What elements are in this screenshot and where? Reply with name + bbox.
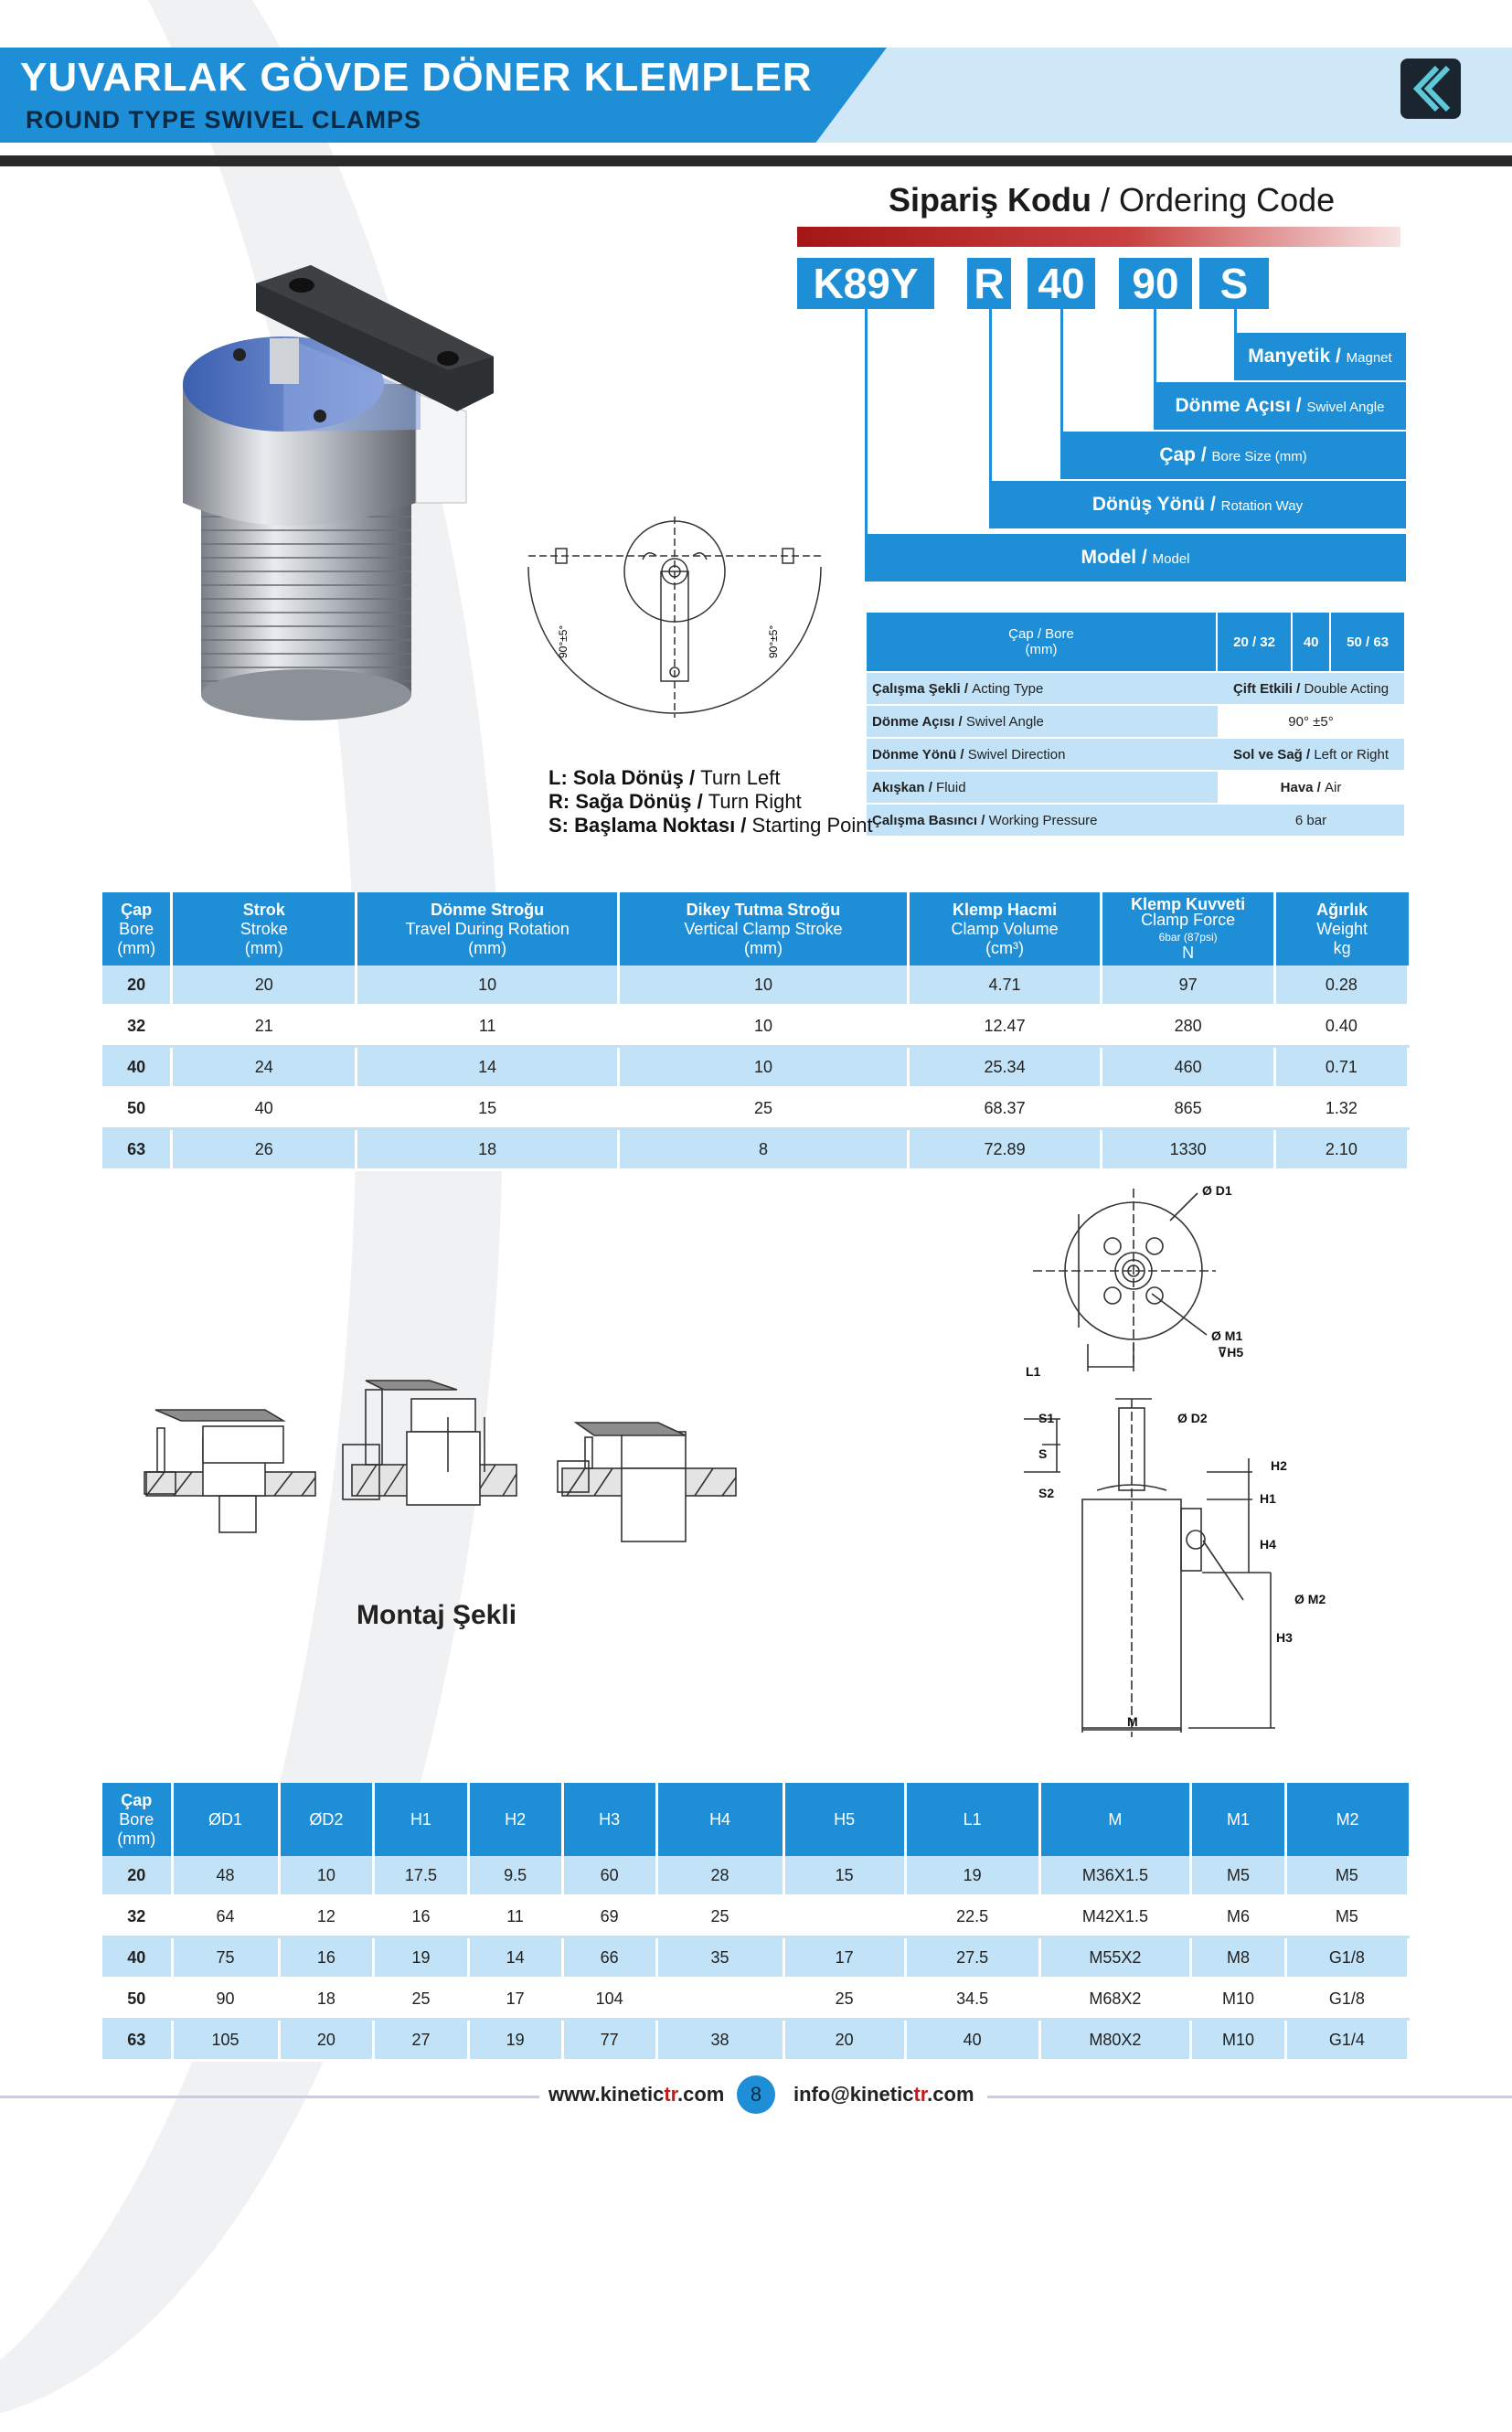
t2-cell-bore: 20 bbox=[102, 1856, 172, 1896]
t1-header-travel bbox=[357, 892, 619, 965]
t1-cell: 865 bbox=[1102, 1088, 1274, 1129]
t2-cell: 20 bbox=[279, 2020, 374, 2061]
t2-cell-bore: 40 bbox=[102, 1937, 172, 1979]
t2-cell bbox=[656, 1979, 783, 2020]
spec-label-en: Swivel Direction bbox=[967, 746, 1066, 763]
t2-cell: 17 bbox=[783, 1937, 905, 1979]
legend-rotation-tr: Dönüş Yönü / bbox=[1091, 494, 1221, 515]
legend-rotation-en: Rotation Way bbox=[1220, 498, 1304, 514]
legend-swivel-angle bbox=[1154, 382, 1406, 430]
footer-email[interactable] bbox=[793, 2083, 974, 2107]
spec-label-tr: Çalışma Şekli / bbox=[872, 680, 973, 697]
connector-bore bbox=[1060, 309, 1063, 433]
t2-cell: 105 bbox=[172, 2020, 279, 2061]
note-left-key: L: Sola Dönüş / bbox=[548, 766, 701, 789]
note-left-text: Turn Left bbox=[700, 766, 781, 789]
t2-header: H5 bbox=[783, 1783, 905, 1856]
legend-model-tr: Model / bbox=[1081, 547, 1153, 568]
t2-cell-bore: 63 bbox=[102, 2020, 172, 2061]
code-model: K89Y bbox=[797, 258, 934, 309]
legend-angle-tr: Dönme Açısı / bbox=[1175, 395, 1307, 416]
connector-rotation bbox=[989, 309, 992, 483]
t2-header: ØD2 bbox=[279, 1783, 374, 1856]
connector-magnet bbox=[1234, 309, 1237, 335]
spec-value bbox=[1217, 804, 1404, 837]
t2-cell-bore: 32 bbox=[102, 1896, 172, 1937]
spec-col-2: 40 bbox=[1292, 613, 1330, 672]
spec-value bbox=[1217, 672, 1404, 705]
spec-col-3: 50 / 63 bbox=[1330, 613, 1404, 672]
t1-header-bore bbox=[102, 892, 172, 965]
t2-cell: 77 bbox=[562, 2020, 656, 2061]
t2-cell: 19 bbox=[905, 1856, 1039, 1896]
spec-value-en: 90° ±5° bbox=[1288, 713, 1334, 730]
footer-line-left bbox=[0, 2096, 539, 2098]
t2-cell: M55X2 bbox=[1039, 1937, 1191, 1979]
spec-value bbox=[1217, 738, 1404, 771]
t2-header: H2 bbox=[468, 1783, 562, 1856]
label-s: S bbox=[1038, 1446, 1048, 1461]
t1-cell: 26 bbox=[172, 1129, 357, 1170]
spec-header-en: Bore bbox=[1045, 626, 1074, 642]
legend-rotation-way bbox=[989, 481, 1406, 528]
label-d1: Ø D1 bbox=[1202, 1183, 1232, 1198]
t1-cell-bore: 32 bbox=[102, 1006, 172, 1047]
spec-value-tr: Hava / bbox=[1280, 779, 1326, 795]
spec-value bbox=[1217, 771, 1404, 804]
table-row bbox=[102, 1006, 1409, 1047]
footer-mail-a: info@kinetic bbox=[793, 2083, 914, 2106]
t2-cell: 38 bbox=[656, 2020, 783, 2061]
t1-h-unit: (mm) bbox=[743, 938, 783, 957]
t2-cell: M8 bbox=[1191, 1937, 1285, 1979]
t2-cell: 25 bbox=[783, 1979, 905, 2020]
code-magnet: S bbox=[1199, 258, 1269, 309]
t2-cell: 10 bbox=[279, 1856, 374, 1896]
label-m1: Ø M1 bbox=[1211, 1328, 1243, 1343]
t1-header-stroke bbox=[172, 892, 357, 965]
t2-cell: 66 bbox=[562, 1937, 656, 1979]
t1-h-unit: kg bbox=[1333, 938, 1351, 957]
t1-h-en: Vertical Clamp Stroke bbox=[684, 919, 843, 938]
t1-header-force bbox=[1102, 892, 1274, 965]
brand-logo bbox=[1400, 59, 1461, 119]
spec-header-tr: Çap / bbox=[1008, 626, 1046, 642]
t2-header-bore bbox=[102, 1783, 172, 1856]
t2-cell: 25 bbox=[656, 1896, 783, 1937]
ordering-code-bar bbox=[797, 227, 1400, 247]
spec-value-en: Left or Right bbox=[1314, 746, 1390, 763]
page-subtitle: ROUND TYPE SWIVEL CLAMPS bbox=[26, 106, 422, 133]
footer-mail-b: tr bbox=[913, 2083, 928, 2106]
footer-line-right bbox=[987, 2096, 1512, 2098]
t1-h-tr: Çap bbox=[121, 900, 153, 919]
t2-h-tr: Çap bbox=[121, 1790, 153, 1809]
t2-header: H4 bbox=[656, 1783, 783, 1856]
legend-model bbox=[865, 534, 1406, 581]
spec-label-en: Acting Type bbox=[972, 680, 1044, 697]
t1-h-en: Bore bbox=[119, 919, 154, 938]
t2-cell: M10 bbox=[1191, 2020, 1285, 2061]
t1-h-tr: Strok bbox=[242, 900, 285, 919]
t1-cell: 460 bbox=[1102, 1047, 1274, 1088]
connector-model bbox=[865, 309, 868, 536]
t1-cell: 0.71 bbox=[1274, 1047, 1408, 1088]
t2-cell: 11 bbox=[468, 1896, 562, 1937]
t2-header: M2 bbox=[1285, 1783, 1408, 1856]
t2-cell: 17.5 bbox=[374, 1856, 468, 1896]
t2-cell bbox=[783, 1896, 905, 1937]
t1-cell: 68.37 bbox=[908, 1088, 1102, 1129]
legend-magnet-tr: Manyetik / bbox=[1248, 346, 1347, 367]
t1-h-pressure: 6bar (87psi) bbox=[1158, 931, 1218, 944]
t2-cell: 22.5 bbox=[905, 1896, 1039, 1937]
t1-cell: 14 bbox=[357, 1047, 619, 1088]
table-row bbox=[102, 965, 1409, 1006]
footer-web-b: tr bbox=[664, 2083, 678, 2106]
t1-cell: 10 bbox=[619, 1006, 909, 1047]
table-row bbox=[102, 1129, 1409, 1170]
t2-cell: 27.5 bbox=[905, 1937, 1039, 1979]
t2-cell: 19 bbox=[468, 2020, 562, 2061]
t1-h-tr: Klemp Kuvveti bbox=[1131, 895, 1246, 913]
t2-cell: 64 bbox=[172, 1896, 279, 1937]
footer-web-c: .com bbox=[677, 2083, 725, 2106]
spec-label-tr: Akışkan / bbox=[872, 779, 937, 795]
table-row bbox=[102, 1047, 1409, 1088]
t1-h-en: Travel During Rotation bbox=[405, 919, 570, 938]
spec-label-en: Working Pressure bbox=[988, 812, 1098, 828]
t2-cell: 69 bbox=[562, 1896, 656, 1937]
page-title: YUVARLAK GÖVDE DÖNER KLEMPLER bbox=[20, 55, 813, 100]
t1-cell: 15 bbox=[357, 1088, 619, 1129]
dimensions-table bbox=[102, 1783, 1410, 2062]
rotation-notes bbox=[548, 766, 873, 837]
t1-cell: 0.40 bbox=[1274, 1006, 1408, 1047]
t2-header: M1 bbox=[1191, 1783, 1285, 1856]
spec-value-en: Double Acting bbox=[1304, 680, 1390, 697]
t2-cell: 12 bbox=[279, 1896, 374, 1937]
t1-cell: 25 bbox=[619, 1088, 909, 1129]
t1-cell: 97 bbox=[1102, 965, 1274, 1006]
t2-cell: 34.5 bbox=[905, 1979, 1039, 2020]
t2-cell: 9.5 bbox=[468, 1856, 562, 1896]
t2-cell: M42X1.5 bbox=[1039, 1896, 1191, 1937]
spec-header-label bbox=[867, 613, 1217, 672]
t1-h-en: Clamp Volume bbox=[951, 919, 1059, 938]
ordering-code-title bbox=[889, 181, 1335, 219]
spec-label bbox=[867, 738, 1217, 771]
spec-label-en: Fluid bbox=[936, 779, 966, 795]
t2-header: H1 bbox=[374, 1783, 468, 1856]
spec-value-tr: Çift Etkili / bbox=[1232, 680, 1304, 697]
note-start bbox=[548, 814, 873, 837]
t1-cell: 10 bbox=[619, 1047, 909, 1088]
t1-h-tr: Ağırlık bbox=[1316, 900, 1368, 919]
note-right-key: R: Sağa Dönüş / bbox=[548, 790, 708, 813]
spec-label-tr: Dönme Yönü / bbox=[872, 746, 968, 763]
t2-cell: 40 bbox=[905, 2020, 1039, 2061]
t2-cell: 18 bbox=[279, 1979, 374, 2020]
legend-bore-en: Bore Size (mm) bbox=[1211, 449, 1307, 464]
t2-cell: 27 bbox=[374, 2020, 468, 2061]
t1-cell-bore: 50 bbox=[102, 1088, 172, 1129]
t1-cell: 20 bbox=[172, 965, 357, 1006]
t1-header-vertical bbox=[619, 892, 909, 965]
t2-cell: 35 bbox=[656, 1937, 783, 1979]
t2-cell: M5 bbox=[1191, 1856, 1285, 1896]
t1-h-tr: Dönme Stroğu bbox=[431, 900, 545, 919]
t1-cell: 72.89 bbox=[908, 1129, 1102, 1170]
t2-cell: 16 bbox=[374, 1896, 468, 1937]
t2-cell: 19 bbox=[374, 1937, 468, 1979]
product-image bbox=[174, 256, 521, 731]
angle-left-label: 90°±5° bbox=[557, 624, 570, 658]
swivel-angle-diagram bbox=[519, 512, 830, 722]
t1-h-en: Stroke bbox=[240, 919, 288, 938]
header-divider bbox=[0, 155, 1512, 166]
label-m: M bbox=[1127, 1714, 1138, 1729]
t2-cell: 104 bbox=[562, 1979, 656, 2020]
dimension-drawings bbox=[1006, 1179, 1371, 1746]
t1-cell: 10 bbox=[619, 965, 909, 1006]
t2-cell: 48 bbox=[172, 1856, 279, 1896]
legend-bore-size bbox=[1060, 432, 1406, 479]
spec-label bbox=[867, 672, 1217, 705]
t2-cell: 16 bbox=[279, 1937, 374, 1979]
t1-cell: 18 bbox=[357, 1129, 619, 1170]
mounting-drawings bbox=[137, 1362, 759, 1573]
t2-cell: 75 bbox=[172, 1937, 279, 1979]
performance-table bbox=[102, 892, 1410, 1171]
t2-h-unit: (mm) bbox=[117, 1829, 156, 1848]
t1-cell: 24 bbox=[172, 1047, 357, 1088]
t2-header: ØD1 bbox=[172, 1783, 279, 1856]
label-s2: S2 bbox=[1038, 1486, 1055, 1500]
table-row bbox=[102, 2020, 1409, 2061]
spec-value-tr: Sol ve Sağ / bbox=[1232, 746, 1315, 763]
label-h4: H4 bbox=[1260, 1537, 1276, 1552]
connector-angle bbox=[1154, 309, 1156, 384]
note-start-text: Starting Point bbox=[751, 814, 873, 837]
t1-cell: 1.32 bbox=[1274, 1088, 1408, 1129]
spec-header-unit: (mm) bbox=[1025, 642, 1058, 657]
t2-cell: M5 bbox=[1285, 1896, 1408, 1937]
code-angle: 90 bbox=[1119, 258, 1192, 309]
ordering-title-en: Ordering Code bbox=[1119, 181, 1336, 219]
mounting-title: Montaj Şekli bbox=[357, 1600, 517, 1630]
legend-model-en: Model bbox=[1152, 551, 1190, 567]
t2-header: H3 bbox=[562, 1783, 656, 1856]
t2-cell: M68X2 bbox=[1039, 1979, 1191, 2020]
t1-cell: 25.34 bbox=[908, 1047, 1102, 1088]
table-row bbox=[102, 1088, 1409, 1129]
t1-cell: 0.28 bbox=[1274, 965, 1408, 1006]
t2-cell: 20 bbox=[783, 2020, 905, 2061]
ordering-title-tr: Sipariş Kodu bbox=[889, 181, 1092, 219]
code-rotation: R bbox=[967, 258, 1011, 309]
t2-cell: G1/8 bbox=[1285, 1979, 1408, 2020]
label-h2: H2 bbox=[1271, 1458, 1287, 1473]
label-d2: Ø D2 bbox=[1177, 1411, 1208, 1425]
t1-h-tr: Klemp Hacmi bbox=[953, 900, 1058, 919]
t1-h-tr: Dikey Tutma Stroğu bbox=[686, 900, 841, 919]
table-row bbox=[102, 1896, 1409, 1937]
t1-header-weight bbox=[1274, 892, 1408, 965]
t1-h-unit: (mm) bbox=[468, 938, 507, 957]
t2-cell: M6 bbox=[1191, 1896, 1285, 1937]
t1-cell: 4.71 bbox=[908, 965, 1102, 1006]
t2-cell: M10 bbox=[1191, 1979, 1285, 2020]
t1-cell: 280 bbox=[1102, 1006, 1274, 1047]
label-h1: H1 bbox=[1260, 1491, 1276, 1506]
note-start-key: S: Başlama Noktası / bbox=[548, 814, 752, 837]
t2-cell: 15 bbox=[783, 1856, 905, 1896]
t2-h-en: Bore bbox=[119, 1809, 154, 1829]
spec-col-1: 20 / 32 bbox=[1217, 613, 1292, 672]
spec-label bbox=[867, 804, 1217, 837]
t1-cell: 21 bbox=[172, 1006, 357, 1047]
t2-cell: G1/4 bbox=[1285, 2020, 1408, 2061]
legend-magnet bbox=[1234, 333, 1406, 380]
t2-cell: G1/8 bbox=[1285, 1937, 1408, 1979]
t1-cell: 40 bbox=[172, 1088, 357, 1129]
footer-website[interactable] bbox=[548, 2083, 724, 2107]
spec-label bbox=[867, 705, 1217, 738]
spec-label bbox=[867, 771, 1217, 804]
t1-cell-bore: 40 bbox=[102, 1047, 172, 1088]
t1-cell: 11 bbox=[357, 1006, 619, 1047]
page-number: 8 bbox=[737, 2075, 775, 2114]
t2-cell: 14 bbox=[468, 1937, 562, 1979]
t2-cell: 90 bbox=[172, 1979, 279, 2020]
spec-value-en: Air bbox=[1325, 779, 1342, 795]
legend-angle-en: Swivel Angle bbox=[1306, 400, 1385, 415]
t2-cell: 60 bbox=[562, 1856, 656, 1896]
spec-row bbox=[867, 738, 1404, 771]
t2-cell: M36X1.5 bbox=[1039, 1856, 1191, 1896]
t2-cell: 17 bbox=[468, 1979, 562, 2020]
t1-h-unit: N bbox=[1182, 944, 1195, 962]
note-left bbox=[548, 766, 873, 790]
label-m2: Ø M2 bbox=[1294, 1592, 1326, 1606]
t1-h-unit: (mm) bbox=[117, 938, 156, 957]
table-row bbox=[102, 1856, 1409, 1896]
spec-row bbox=[867, 771, 1404, 804]
t1-cell: 12.47 bbox=[908, 1006, 1102, 1047]
t1-h-en: Clamp Force bbox=[1141, 911, 1236, 929]
t2-cell: 25 bbox=[374, 1979, 468, 2020]
spec-value bbox=[1217, 705, 1404, 738]
t1-cell-bore: 20 bbox=[102, 965, 172, 1006]
footer-mail-c: .com bbox=[927, 2083, 974, 2106]
t1-h-en: Weight bbox=[1316, 919, 1368, 938]
t2-header: M bbox=[1039, 1783, 1191, 1856]
ordering-title-sep: / bbox=[1091, 181, 1120, 219]
t1-cell: 1330 bbox=[1102, 1129, 1274, 1170]
t1-h-unit: (cm³) bbox=[985, 938, 1025, 957]
label-l1: L1 bbox=[1026, 1364, 1041, 1379]
t2-cell: M80X2 bbox=[1039, 2020, 1191, 2061]
t1-cell: 10 bbox=[357, 965, 619, 1006]
t1-cell-bore: 63 bbox=[102, 1129, 172, 1170]
t1-header-volume bbox=[908, 892, 1102, 965]
t1-cell: 8 bbox=[619, 1129, 909, 1170]
t2-header: L1 bbox=[905, 1783, 1039, 1856]
t1-cell: 2.10 bbox=[1274, 1129, 1408, 1170]
table-row bbox=[102, 1979, 1409, 2020]
spec-row bbox=[867, 672, 1404, 705]
angle-right-label: 90°±5° bbox=[767, 624, 780, 658]
footer-web-a: www.kinetic bbox=[548, 2083, 665, 2106]
spec-label-tr: Dönme Açısı / bbox=[872, 713, 966, 730]
label-h5: ⊽H5 bbox=[1218, 1345, 1244, 1360]
code-bore: 40 bbox=[1028, 258, 1095, 309]
label-h3: H3 bbox=[1276, 1630, 1293, 1645]
table-row bbox=[102, 1937, 1409, 1979]
spec-table bbox=[867, 613, 1404, 837]
note-right-text: Turn Right bbox=[708, 790, 802, 813]
t2-cell: 28 bbox=[656, 1856, 783, 1896]
label-s1: S1 bbox=[1038, 1411, 1055, 1425]
t2-cell: M5 bbox=[1285, 1856, 1408, 1896]
t2-cell-bore: 50 bbox=[102, 1979, 172, 2020]
spec-label-tr: Çalışma Basıncı / bbox=[872, 812, 989, 828]
legend-magnet-en: Magnet bbox=[1346, 350, 1392, 366]
spec-value-en: 6 bar bbox=[1294, 812, 1327, 828]
spec-label-en: Swivel Angle bbox=[965, 713, 1044, 730]
note-right bbox=[548, 790, 873, 814]
spec-row bbox=[867, 804, 1404, 837]
t1-h-unit: (mm) bbox=[244, 938, 283, 957]
spec-row bbox=[867, 705, 1404, 738]
legend-bore-tr: Çap / bbox=[1159, 444, 1212, 465]
